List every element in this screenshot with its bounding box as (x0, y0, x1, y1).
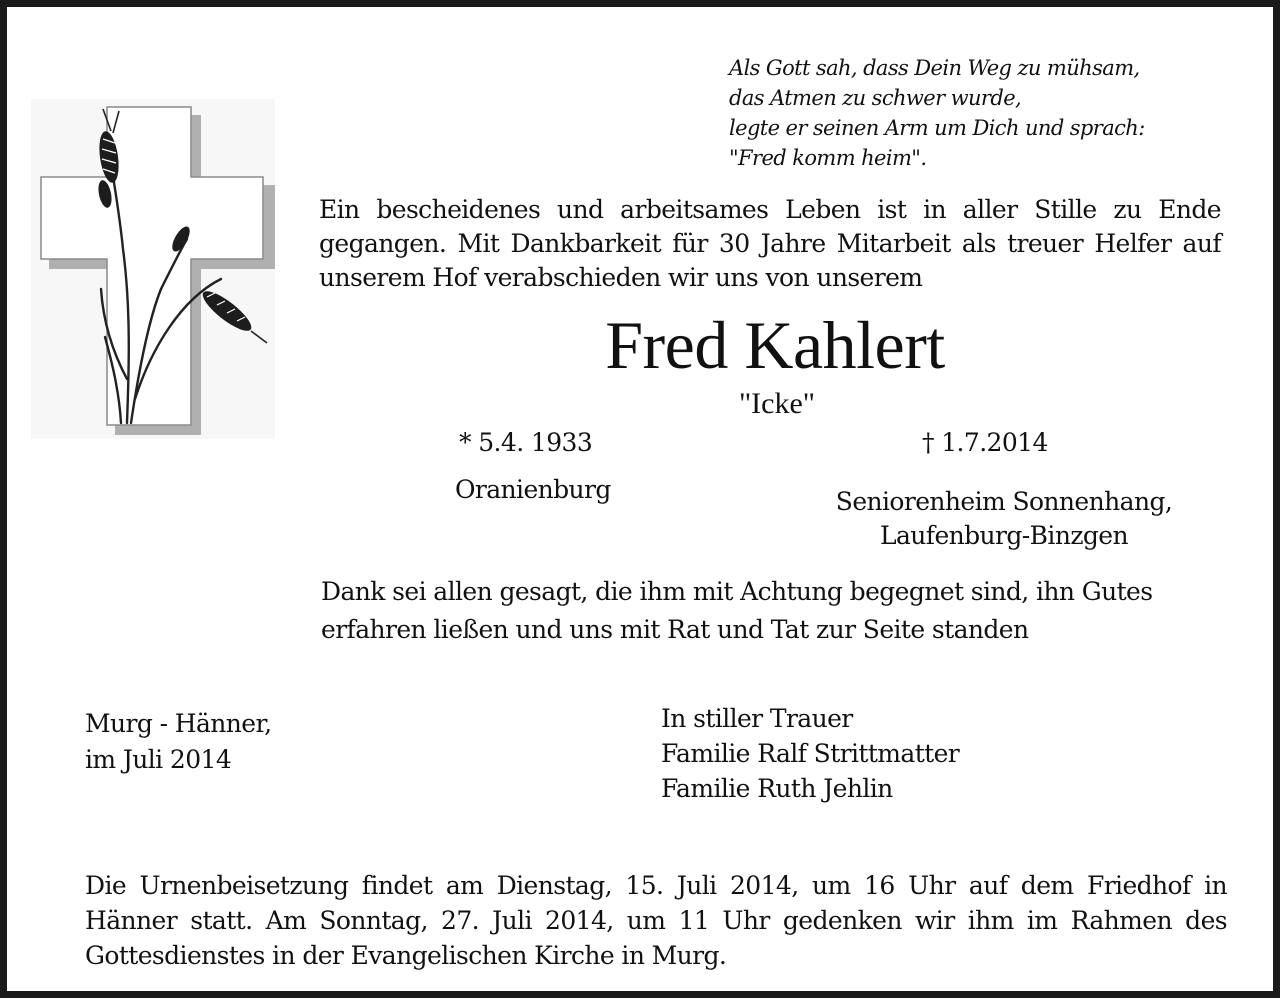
intro-text (319, 193, 1221, 295)
funeral-line: Hänner statt. Am Sonntag, 27. Juli 2014, um 11 Uhr gedenken wir ihm im Rahmen des (85, 906, 1227, 935)
mourners (661, 701, 959, 806)
thanks-text (321, 573, 1152, 649)
poem-line: das Atmen zu schwer wurde, (729, 86, 1022, 110)
birth-date: * 5.4. 1933 (459, 428, 593, 457)
funeral-line: Die Urnenbeisetzung findet am Dienstag, 15. Juli 2014, um 16 Uhr auf dem Friedhof in (85, 871, 1227, 900)
mourners-line: In stiller Trauer (661, 704, 853, 733)
funeral-notice (85, 868, 1227, 973)
poem-line: legte er seinen Arm um Dich und sprach: (729, 116, 1145, 140)
thanks-line: erfahren ließen und uns mit Rat und Tat zur Seite standen (321, 615, 1029, 644)
birth-place: Oranienburg (455, 475, 611, 504)
intro-line: gegangen. Mit Dankbarkeit für 30 Jahre Mitarbeit als treuer Helfer auf (319, 229, 1221, 258)
poem-line: "Fred komm heim". (729, 146, 927, 170)
death-place (819, 485, 1189, 553)
death-date: † 1.7.2014 (922, 428, 1048, 457)
deceased-nickname: "Icke" (738, 387, 816, 420)
intro-line: unserem Hof verabschieden wir uns von unserem (319, 263, 923, 292)
thanks-line: Dank sei allen gesagt, die ihm mit Achtung begegnet sind, ihn Gutes (321, 577, 1153, 606)
place-and-date (85, 706, 271, 778)
deceased-name: Fred Kahlert (605, 307, 945, 383)
poem (729, 53, 1145, 173)
mourners-line: Familie Ruth Jehlin (661, 774, 893, 803)
intro-line: Ein bescheidenes und arbeitsames Leben ist in aller Stille zu Ende (319, 195, 1221, 224)
place-date-line: Murg - Hänner, (85, 709, 272, 738)
place-date-line: im Juli 2014 (85, 745, 232, 774)
poem-line: Als Gott sah, dass Dein Weg zu mühsam, (729, 56, 1140, 80)
death-place-line: Seniorenheim Sonnenhang, (835, 487, 1173, 516)
mourners-line: Familie Ralf Strittmatter (661, 739, 960, 768)
funeral-line: Gottesdienstes in der Evangelischen Kirche in Murg. (85, 941, 727, 970)
death-place-line: Laufenburg-Binzgen (879, 521, 1128, 550)
